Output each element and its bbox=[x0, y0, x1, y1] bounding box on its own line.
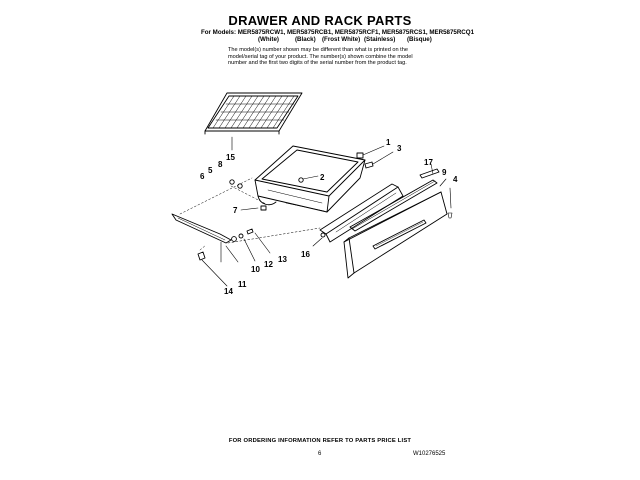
screw-2 bbox=[299, 178, 303, 182]
callout-9: 9 bbox=[442, 168, 447, 177]
note-line: number and the first two digits of the serial number from the product tag. bbox=[228, 60, 407, 67]
callout-2: 2 bbox=[320, 173, 325, 182]
page-number: 6 bbox=[318, 451, 322, 457]
color-black: (Black) bbox=[295, 36, 316, 43]
slide-rail-left bbox=[172, 214, 231, 243]
callout-16: 16 bbox=[301, 250, 310, 259]
callout-11: 11 bbox=[238, 280, 247, 289]
page-title: DRAWER AND RACK PARTS bbox=[228, 13, 412, 28]
callout-12: 12 bbox=[264, 260, 273, 269]
callout-13: 13 bbox=[278, 255, 287, 264]
callout-6: 6 bbox=[200, 172, 205, 181]
callout-17: 17 bbox=[424, 158, 433, 167]
bracket-3 bbox=[365, 152, 393, 168]
callout-10: 10 bbox=[251, 265, 260, 274]
note-line: The model(s) number shown may be different than what is printed on the bbox=[228, 47, 408, 53]
callout-8: 8 bbox=[218, 160, 223, 169]
color-frost-white: (Frost White) bbox=[322, 36, 361, 43]
callout-5: 5 bbox=[208, 166, 213, 175]
screw-4 bbox=[448, 188, 452, 218]
callout-7: 7 bbox=[233, 206, 238, 215]
callout-3: 3 bbox=[397, 144, 402, 153]
drawer-pan bbox=[255, 146, 365, 212]
callout-4: 4 bbox=[453, 175, 458, 184]
callout-1: 1 bbox=[386, 138, 391, 147]
color-bisque: (Bisque) bbox=[407, 36, 432, 43]
ordering-info: FOR ORDERING INFORMATION REFER TO PARTS PRICE LIST bbox=[228, 438, 412, 444]
document-part-number: W10276525 bbox=[413, 451, 446, 457]
callout-15: 15 bbox=[226, 153, 235, 162]
color-white: (White) bbox=[258, 36, 279, 43]
callout-14: 14 bbox=[224, 287, 233, 296]
clip-1 bbox=[357, 146, 384, 158]
color-stainless: (Stainless) bbox=[364, 36, 396, 43]
oven-rack bbox=[205, 93, 302, 134]
models-line: For Models: MER5875RCW1, MER5875RCB1, MER5875RCF1, MER5875RCS1, MER5875RCQ1 bbox=[201, 29, 475, 36]
note-line: model/serial tag of your product. The number(s) shown combine the model bbox=[228, 53, 413, 60]
